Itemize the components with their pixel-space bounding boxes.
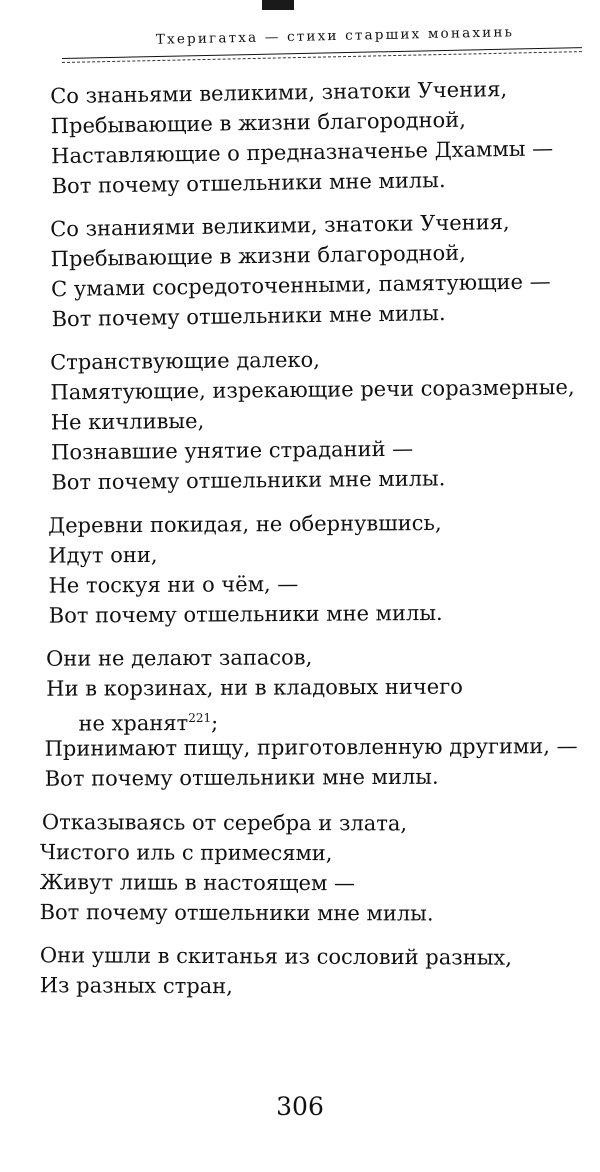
stanza bbox=[0, 507, 600, 631]
poem-line: Памятующие, изрекающие речи соразмерные, bbox=[50, 374, 575, 405]
poem-line: Не тоскуя ни о чём, — bbox=[48, 571, 299, 598]
poem-line-text: не хранят bbox=[78, 711, 189, 736]
poem-line: Отказываясь от серебра и злата, bbox=[41, 810, 408, 836]
poem-line: Наставляющие о предназначенье Дхаммы — bbox=[50, 136, 554, 169]
poem-line: Вот почему отшельники мне милы. bbox=[51, 168, 446, 199]
poem-line: Деревни покидая, не обернувшись, bbox=[48, 510, 442, 538]
poem-line: Из разных стран, bbox=[39, 973, 233, 999]
stanza bbox=[0, 641, 600, 794]
page-number: 306 bbox=[276, 1092, 324, 1121]
stanza bbox=[0, 73, 600, 202]
poem-line: Они не делают запасов, bbox=[46, 645, 313, 671]
stanza bbox=[0, 342, 600, 498]
stanza bbox=[0, 807, 600, 929]
poem-line: Со знаниями великими, знатоки Учения, bbox=[50, 209, 510, 242]
stanza bbox=[0, 206, 600, 335]
poem-line: Вот почему отшельники мне милы. bbox=[51, 301, 446, 332]
poem-line: Они ушли в скитанья из сословий разных, bbox=[39, 943, 513, 970]
poem-line: Вот почему отшельники мне милы. bbox=[44, 764, 439, 791]
footnote-ref[interactable]: 221 bbox=[188, 710, 212, 726]
poem-line: С умами сосредоточенными, памятующие — bbox=[50, 269, 551, 302]
top-margin-mark bbox=[262, 0, 294, 10]
poem-body bbox=[0, 77, 600, 1013]
poem-line: Живут лишь в настоящем — bbox=[39, 870, 356, 896]
poem-line: Познавшие унятие страданий — bbox=[50, 436, 414, 465]
poem-line: Идут они, bbox=[48, 542, 158, 568]
stanza bbox=[0, 940, 600, 1003]
running-head: Тхеригатха — стихи старших монахинь bbox=[155, 24, 515, 48]
poem-line-punct: ; bbox=[211, 710, 219, 735]
poem-line: Принимают пищу, приготовленную другими, — bbox=[44, 733, 578, 761]
poem-line: Со знаньями великими, знатоки Учения, bbox=[50, 77, 508, 109]
poem-line: Чистого иль с примесями, bbox=[39, 840, 333, 866]
poem-line: Странствующие далеко, bbox=[50, 347, 321, 375]
poem-line: Пребывающие в жизни благородной, bbox=[50, 107, 467, 139]
poem-line: Вот почему отшельники мне милы. bbox=[51, 466, 446, 495]
poem-line bbox=[0, 701, 600, 734]
poem-line: Ни в корзинах, ни в кладовых ничего bbox=[46, 674, 463, 701]
poem-line: Пребывающие в жизни благородной, bbox=[50, 240, 467, 272]
poem-line: Вот почему отшельники мне милы. bbox=[48, 600, 443, 628]
poem-line: Не кичливые, bbox=[50, 408, 205, 435]
poem-line: Вот почему отшельники мне милы. bbox=[39, 900, 434, 926]
